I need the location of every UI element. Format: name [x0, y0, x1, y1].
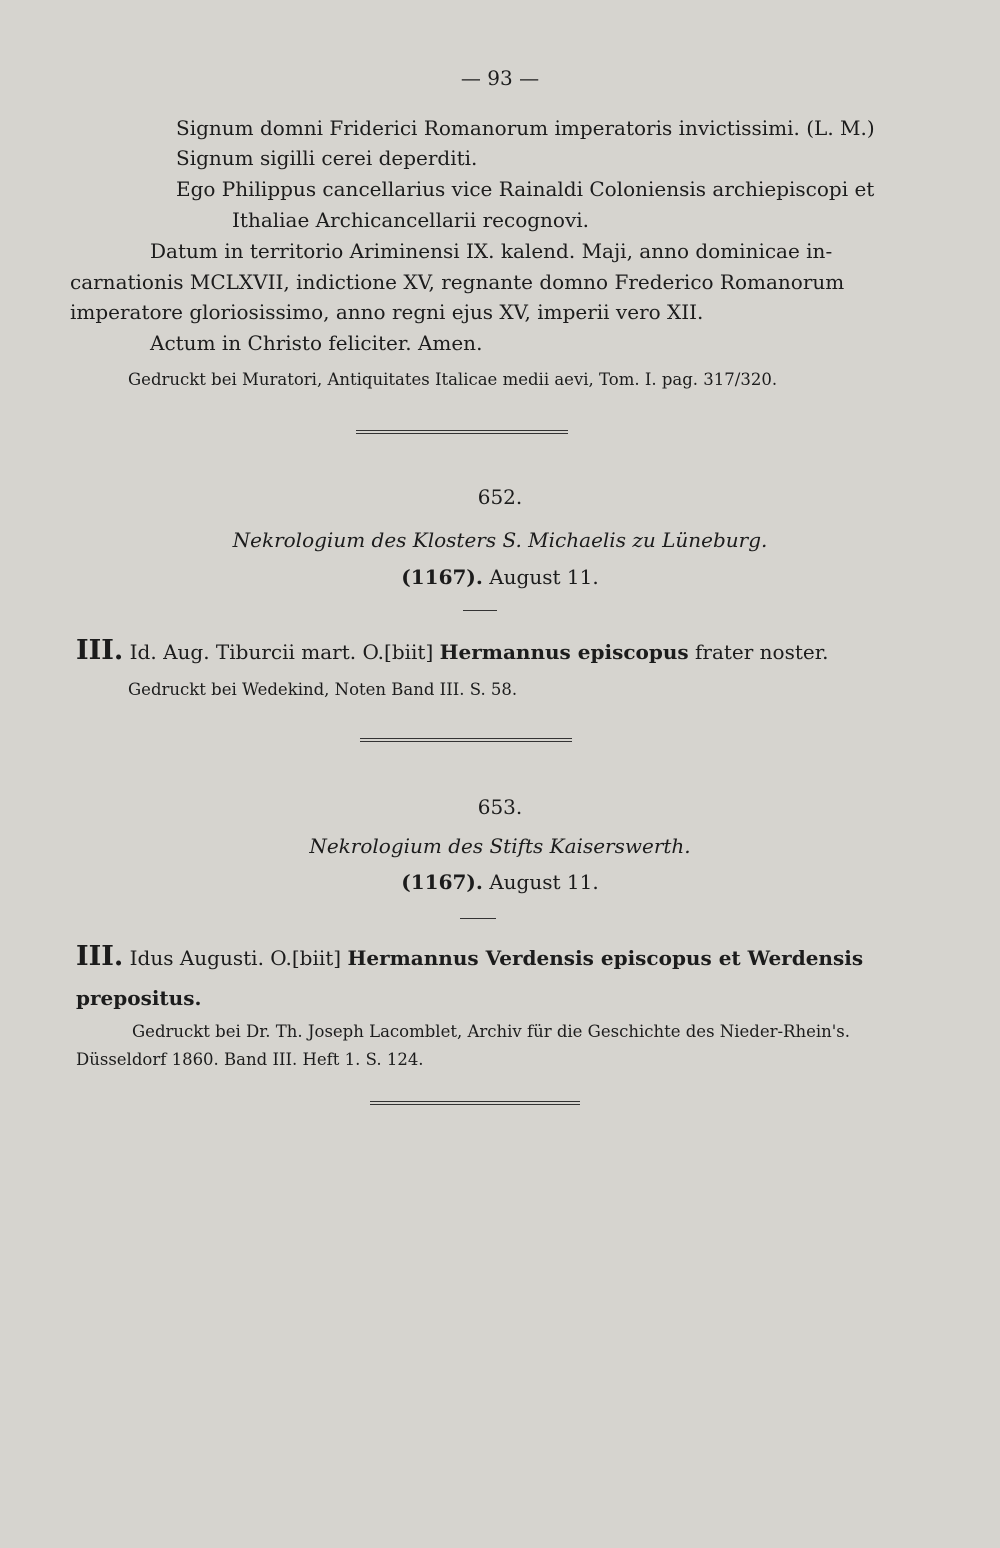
entry-653-number: 653. — [477, 795, 523, 819]
page-number: — 93 — — [460, 66, 540, 90]
entry-652-name: Hermannus episcopus — [439, 640, 689, 664]
entry-652-date — [0, 565, 1000, 589]
signum-line: Signum domni Friderici Romanorum imperatoris invictissimi. (L. M.) — [176, 116, 875, 140]
short-divider — [463, 610, 497, 611]
carnationis-line: carnationis MCLXVII, indictione XV, regnante domno Frederico Romanorum — [70, 270, 845, 294]
entry-652-tail: frater noster. — [695, 640, 829, 664]
entry-652-title: Nekrologium des Klosters S. Michaelis zu Lüneburg. — [232, 528, 768, 552]
section-divider — [360, 738, 572, 742]
entry-653-day: August 11. — [489, 870, 599, 894]
entry-652-text — [76, 635, 829, 666]
entry-653-text — [76, 941, 864, 972]
section-divider — [370, 1101, 580, 1105]
entry-653-plain: Idus Augusti. O.[biit] — [129, 946, 342, 970]
entry-653-roman: III. — [76, 941, 124, 972]
source-lacomblet-2: Düsseldorf 1860. Band III. Heft 1. S. 124. — [76, 1050, 424, 1069]
signum-sigilli-line: Signum sigilli cerei deperditi. — [176, 146, 478, 170]
imperatore-line: imperatore gloriosissimo, anno regni ejus XV, imperii vero XII. — [70, 300, 704, 324]
entry-653-year: (1167). — [401, 870, 483, 894]
source-muratori: Gedruckt bei Muratori, Antiquitates Italicae medii aevi, Tom. I. pag. 317/320. — [128, 370, 778, 389]
entry-652-roman: III. — [76, 635, 124, 666]
entry-653-name-cont: prepositus. — [76, 986, 202, 1010]
entry-652-plain: Id. Aug. Tiburcii mart. O.[biit] — [129, 640, 434, 664]
source-lacomblet-1: Gedruckt bei Dr. Th. Joseph Lacomblet, Archiv für die Geschichte des Nieder-Rhein's. — [132, 1022, 851, 1041]
entry-653-date — [0, 870, 1000, 894]
entry-652-number: 652. — [477, 485, 523, 509]
datum-line: Datum in territorio Ariminensi IX. kalend. Maji, anno dominicae in- — [150, 239, 833, 263]
entry-653-title: Nekrologium des Stifts Kaiserswerth. — [309, 834, 691, 858]
entry-652-year: (1167). — [401, 565, 483, 589]
ithaliae-line: Ithaliae Archicancellarii recognovi. — [232, 208, 590, 232]
section-divider — [356, 430, 568, 434]
entry-653-name: Hermannus Verdensis episcopus et Werdensis — [347, 946, 864, 970]
entry-652-day: August 11. — [489, 565, 599, 589]
source-wedekind: Gedruckt bei Wedekind, Noten Band III. S. 58. — [128, 680, 518, 699]
actum-line: Actum in Christo feliciter. Amen. — [150, 331, 483, 355]
short-divider — [460, 918, 496, 919]
ego-philippus-line: Ego Philippus cancellarius vice Rainaldi Coloniensis archiepiscopi et — [176, 177, 875, 201]
